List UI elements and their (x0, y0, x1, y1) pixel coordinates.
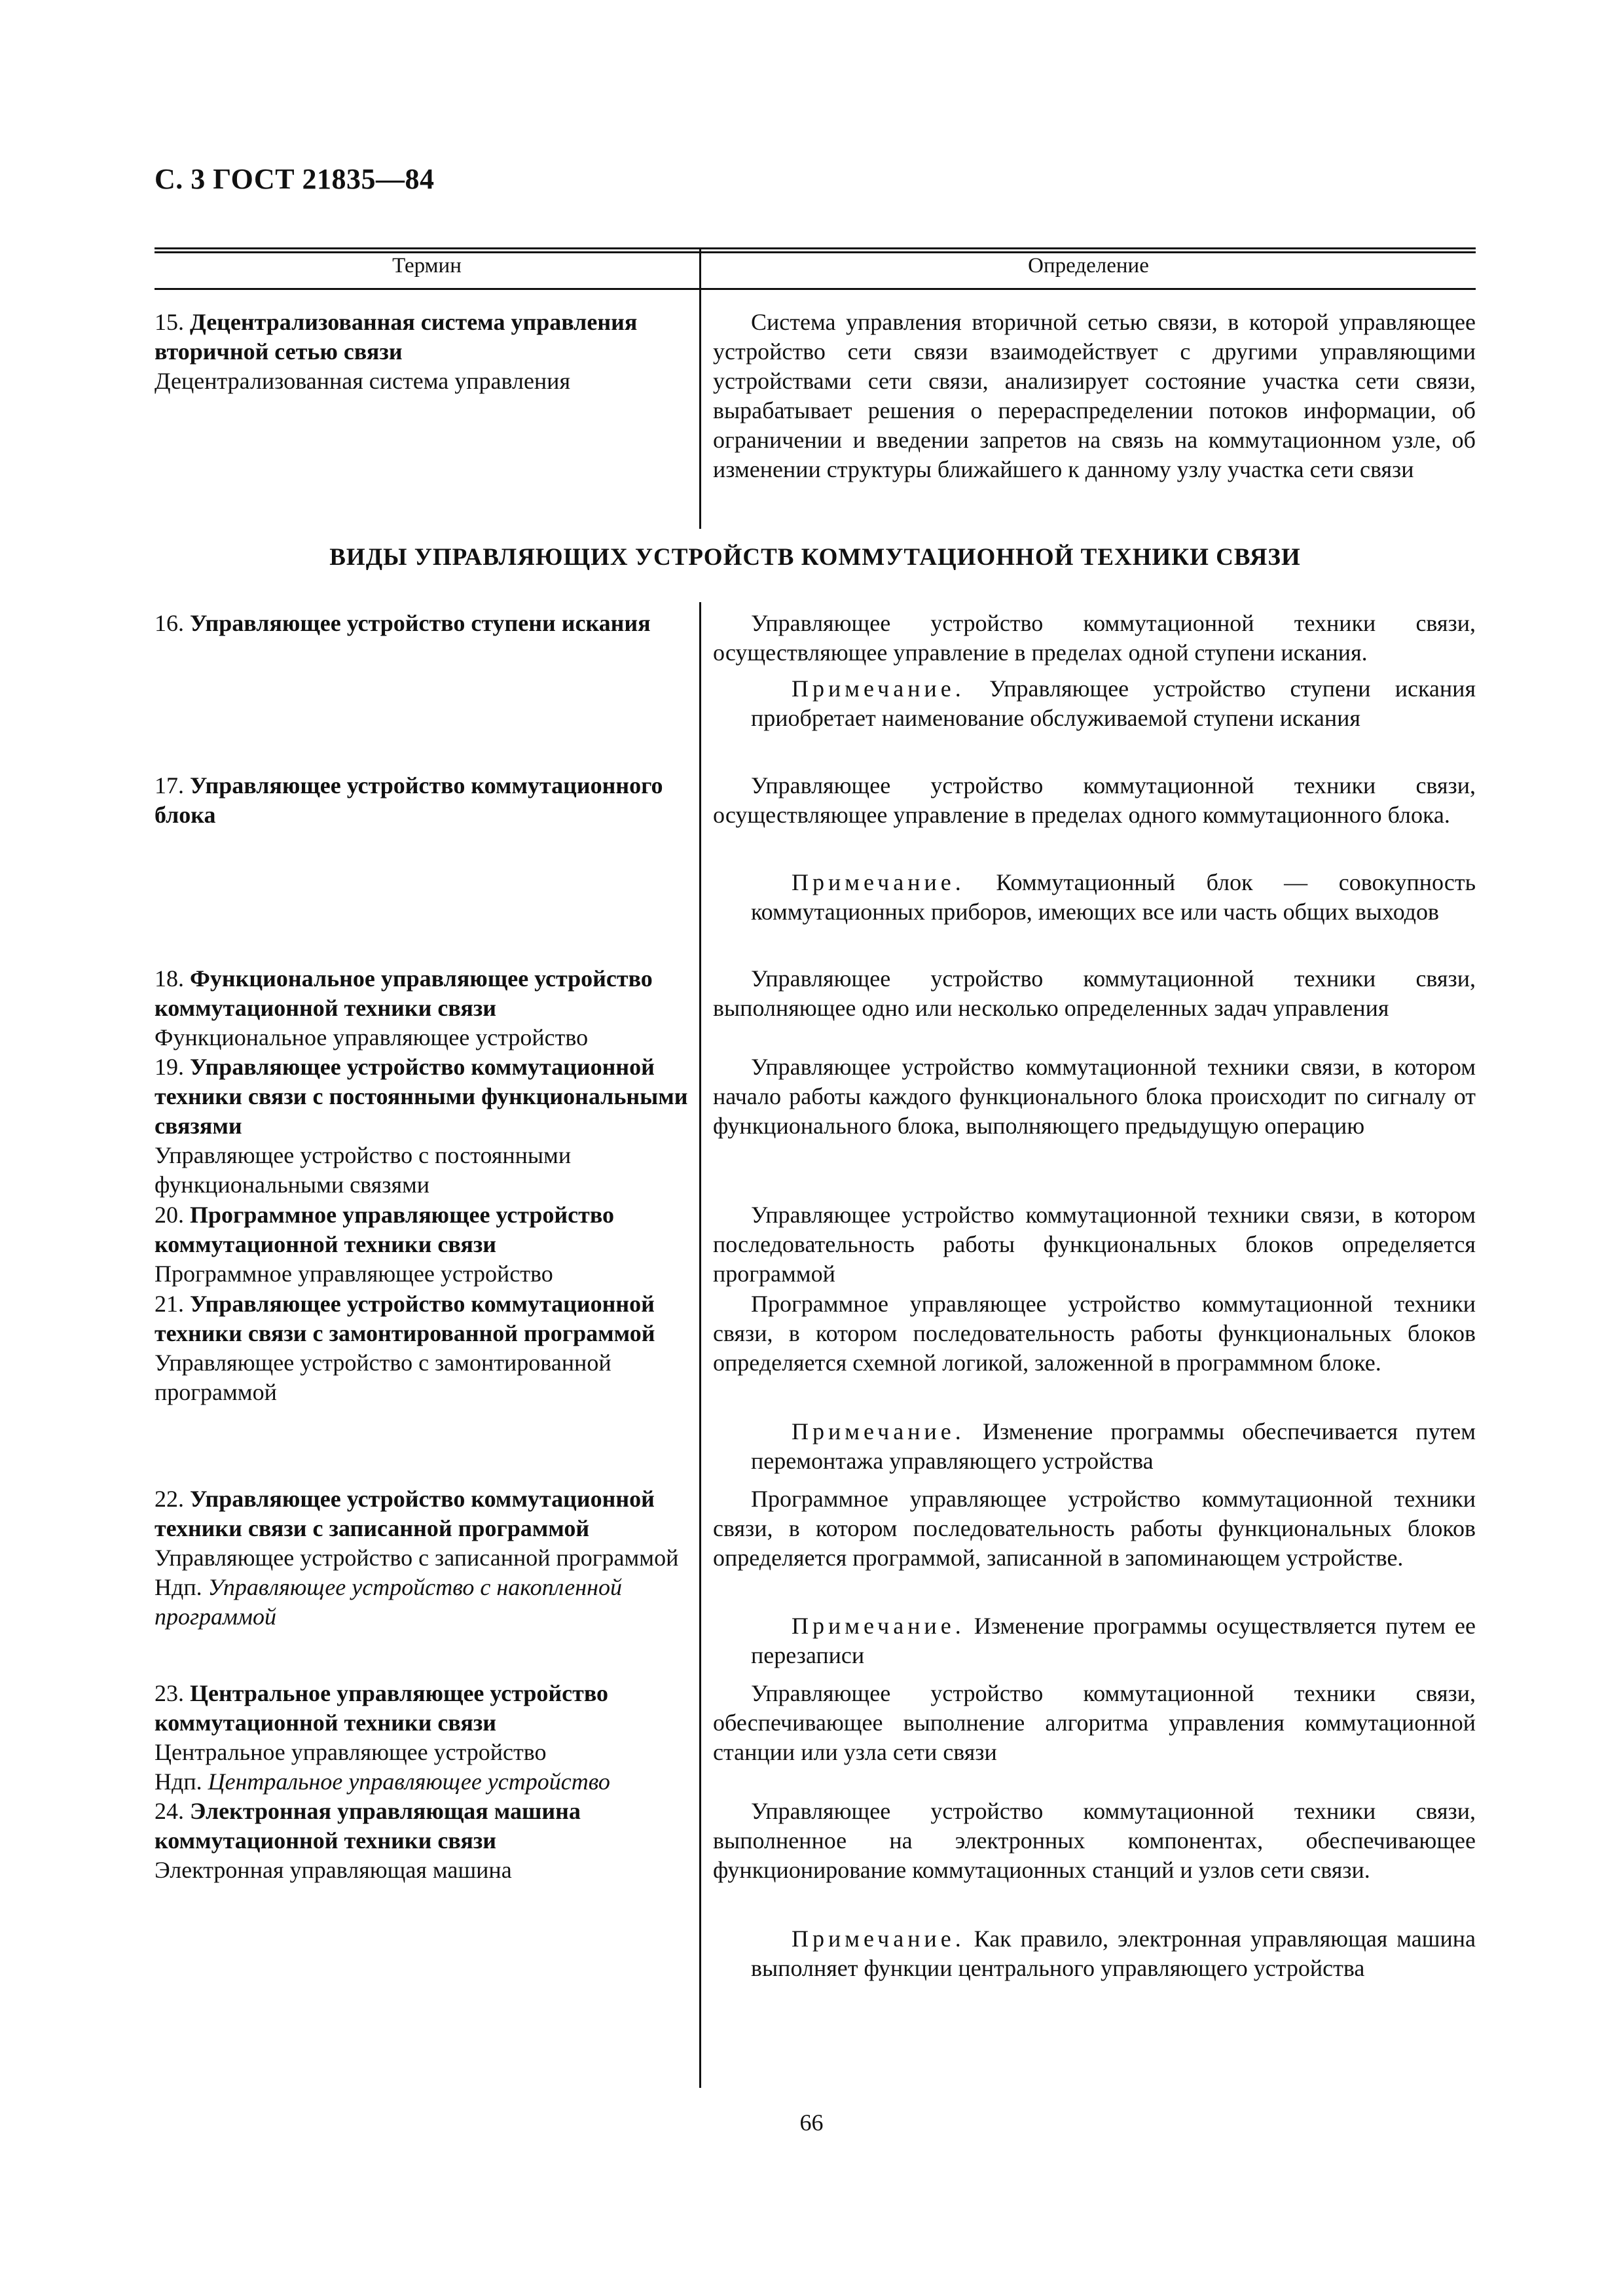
term-entry-22: 22. Управляющее устройство коммутационной техники связи с записанной программой Управляющее устройство с записанной программой Ндп. Управляющее устройство с накопленной программой (155, 1486, 679, 1630)
note-label: Примечание. (792, 869, 965, 895)
term-title: Управляющее устройство коммутационной техники связи с замонтированной программой (155, 1291, 655, 1346)
note-21: Примечание. Изменение программы обеспечивается путем перемонтажа управляющего устройства (751, 1418, 1476, 1474)
term-title: Управляющее устройство ступени искания (190, 610, 651, 636)
term-entry-18: 18. Функциональное управляющее устройство коммутационной техники связи Функциональное управляющее устройство (155, 965, 653, 1050)
term-title: Программное управляющее устройство коммутационной техники связи (155, 1202, 615, 1257)
table-top-rule (155, 247, 1476, 249)
definition-21: Программное управляющее устройство коммутационной техники связи, в котором последовательность работы функциональных блоков определяется схемной логикой, заложенной в программном блоке. (713, 1291, 1476, 1376)
page-number: 66 (799, 2109, 824, 2136)
ndp-term: Центральное управляющее устройство (208, 1768, 610, 1795)
column-header-term: Термин (392, 254, 462, 278)
term-entry-19: 19. Управляющее устройство коммутационной техники связи с постоянными функциональными связями Управляющее устройство с постоянными функциональными связями (155, 1054, 688, 1198)
definition-23: Управляющее устройство коммутационной техники связи, обеспечивающее выполнение алгоритма управления коммутационной станции или узла сети связи (713, 1680, 1476, 1765)
term-short: Электронная управляющая машина (155, 1857, 512, 1883)
ndp-label: Ндп. (155, 1574, 202, 1600)
definition-16: Управляющее устройство коммутационной техники связи, осуществляющее управление в пределах одной ступени искания. (713, 610, 1476, 666)
definition-18: Управляющее устройство коммутационной техники связи, выполняющее одно или несколько определенных задач управления (713, 965, 1476, 1021)
term-title: Центральное управляющее устройство коммутационной техники связи (155, 1680, 609, 1736)
term-entry-21: 21. Управляющее устройство коммутационной техники связи с замонтированной программой Управляющее устройство с замонтированной программой (155, 1291, 655, 1405)
term-short: Программное управляющее устройство (155, 1261, 553, 1287)
definition-19: Управляющее устройство коммутационной техники связи, в котором начало работы каждого функционального блока происходит по сигналу от функционального блока, выполняющего предыдущую операцию (713, 1054, 1476, 1139)
note-22: Примечание. Изменение программы осуществляется путем ее перезаписи (751, 1613, 1476, 1668)
definition-17: Управляющее устройство коммутационной техники связи, осуществляющее управление в пределах одного коммутационного блока. (713, 772, 1476, 828)
term-title: Управляющее устройство коммутационной техники связи с постоянными функциональными связями (155, 1054, 688, 1139)
note-label: Примечание. (792, 675, 965, 702)
term-short: Децентрализованная система управления (155, 368, 571, 394)
term-short: Управляющее устройство с замонтированной программой (155, 1350, 611, 1405)
note-24: Примечание. Как правило, электронная управляющая машина выполняет функции центрального управляющего устройства (751, 1926, 1476, 1981)
term-short: Управляющее устройство с постоянными функциональными связями (155, 1142, 572, 1198)
ndp-term: Управляющее устройство с накопленной программой (155, 1574, 622, 1630)
term-short: Управляющее устройство с записанной программой (155, 1545, 679, 1571)
column-header-rule (155, 288, 1476, 290)
page-header: С. 3 ГОСТ 21835—84 (155, 163, 435, 195)
term-title: Управляющее устройство коммутационной техники связи с записанной программой (155, 1486, 655, 1541)
section-title: ВИДЫ УПРАВЛЯЮЩИХ УСТРОЙСТВ КОММУТАЦИОННОЙ ТЕХНИКИ СВЯЗИ (329, 544, 1301, 571)
term-entry-17: 17. Управляющее устройство коммутационного блока (155, 772, 663, 828)
definition-24: Управляющее устройство коммутационной техники связи, выполненное на электронных компонентах, обеспечивающее функционирование коммутационных станций и узлов сети связи. (713, 1798, 1476, 1883)
definition-22: Программное управляющее устройство коммутационной техники связи, в котором последовательность работы функциональных блоков определяется программой, записанной в запоминающем устройстве. (713, 1486, 1476, 1571)
definition-15: Система управления вторичной сетью связи, в которой управляющее устройство сети связи взаимодействует с другими управляющими устройствами сети связи, анализирует состояние участка сети связи, вырабатывает решения о перераспределении потоков информации, об ограничении и введении запретов на связь на коммутационном узле, об изменении структуры ближайшего к данному узлу участка сети связи (713, 309, 1476, 482)
column-divider-top (699, 247, 701, 529)
note-16: Примечание. Управляющее устройство ступени искания приобретает наименование обслуживаемой ступени искания (751, 675, 1476, 731)
term-entry-24: 24. Электронная управляющая машина коммутационной техники связи Электронная управляющая машина (155, 1798, 581, 1883)
table-top-rule-double (155, 251, 1476, 253)
term-entry-20: 20. Программное управляющее устройство коммутационной техники связи Программное управляющее устройство (155, 1202, 615, 1287)
term-entry-23: 23. Центральное управляющее устройство коммутационной техники связи Центральное управляющее устройство Ндп. Центральное управляющее устройство (155, 1680, 610, 1795)
ndp-label: Ндп. (155, 1768, 202, 1795)
term-title: Децентрализованная система управления вторичной сетью связи (155, 309, 638, 365)
note-label: Примечание. (792, 1926, 965, 1952)
term-title: Функциональное управляющее устройство коммутационной техники связи (155, 965, 653, 1021)
note-17: Примечание. Коммутационный блок — совокупность коммутационных приборов, имеющих все или часть общих выходов (751, 869, 1476, 925)
term-title: Электронная управляющая машина коммутационной техники связи (155, 1798, 581, 1854)
term-title: Управляющее устройство коммутационного блока (155, 772, 663, 828)
note-label: Примечание. (792, 1613, 965, 1639)
term-short: Функциональное управляющее устройство (155, 1024, 589, 1050)
term-entry-15: 15. Децентрализованная система управления вторичной сетью связи Децентрализованная система управления (155, 309, 638, 394)
column-header-definition: Определение (1028, 254, 1149, 278)
definition-20: Управляющее устройство коммутационной техники связи, в котором последовательность работы функциональных блоков определяется программой (713, 1202, 1476, 1287)
column-divider-main (699, 602, 701, 2088)
term-entry-16: 16. Управляющее устройство ступени искания (155, 610, 651, 636)
note-label: Примечание. (792, 1418, 965, 1444)
term-short: Центральное управляющее устройство (155, 1739, 547, 1765)
